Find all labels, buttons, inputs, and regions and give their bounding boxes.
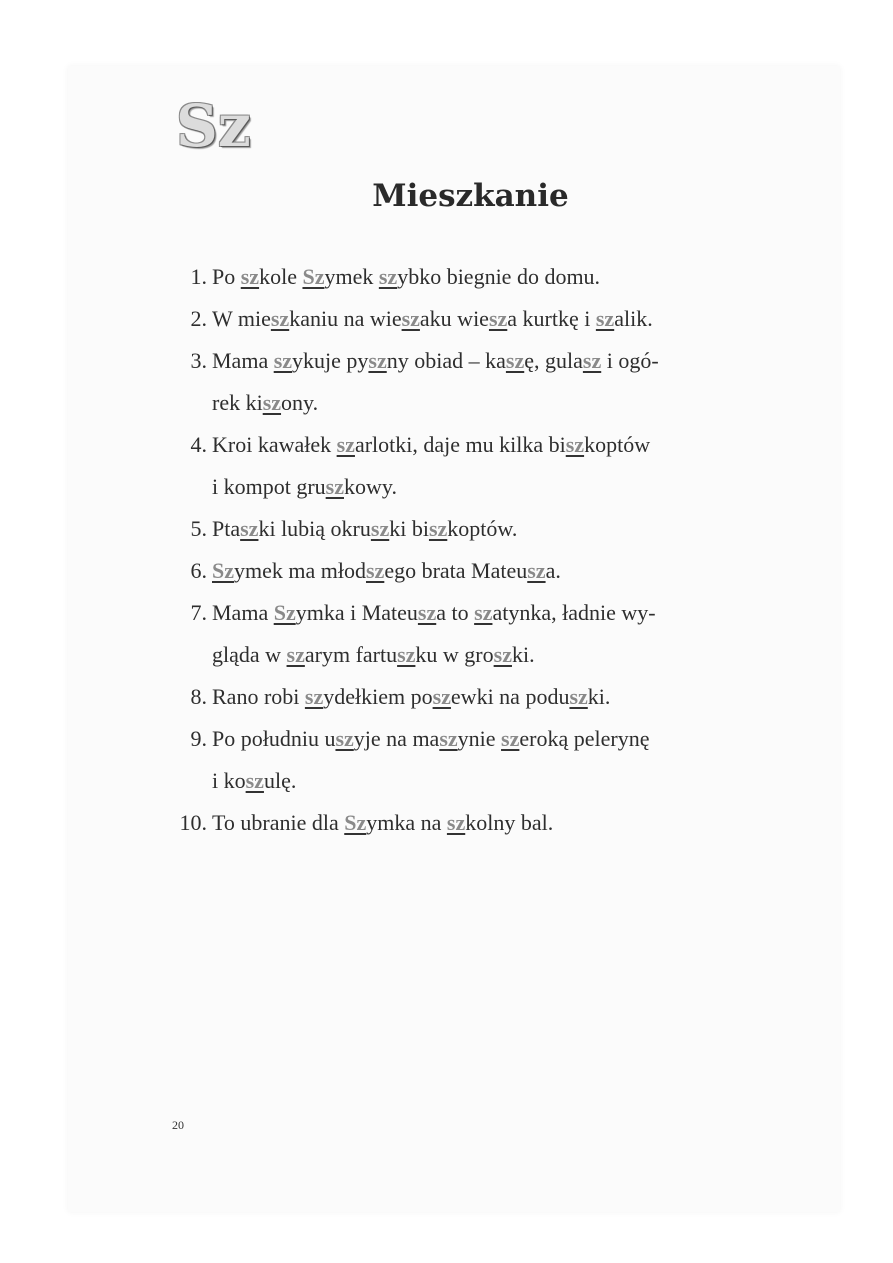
sz-highlight: sz [304, 684, 324, 709]
sentence-9 [160, 718, 780, 802]
sz-highlight: sz [270, 306, 290, 331]
sz-highlight: Sz [212, 558, 234, 583]
sentence-number: 4. [190, 432, 207, 457]
sentence-text: Szymek ma młodszego brata Mateusza. [212, 558, 561, 583]
sz-highlight: sz [505, 348, 525, 373]
sz-highlight: sz [527, 558, 546, 583]
sentence-number: 8. [190, 684, 207, 709]
letter-heading: Sz [176, 92, 251, 160]
sentence-text: W mieszkaniu na wieszaku wiesza kurtkę i szalik. [212, 306, 653, 331]
sentence-number: 10. [179, 810, 207, 835]
sentence-text: Po południu uszyje na maszynie szeroką pelerynę i koszulę. [212, 726, 650, 793]
sentence-10 [160, 802, 780, 844]
sz-highlight: sz [370, 516, 390, 541]
sentence-8 [160, 676, 780, 718]
sz-highlight: Sz [273, 600, 296, 625]
sz-highlight: sz [569, 684, 588, 709]
page-number: 20 [172, 1118, 184, 1132]
sz-highlight: sz [262, 390, 282, 415]
sentence-text: Mama szykuje pyszny obiad – kaszę, gulasz i ogó- rek kiszony. [212, 348, 659, 415]
sentence-number: 2. [190, 306, 207, 331]
sz-highlight: sz [565, 432, 585, 457]
sz-highlight: sz [582, 348, 602, 373]
sz-highlight: sz [245, 768, 264, 793]
sz-highlight: sz [240, 516, 259, 541]
sentence-7 [160, 592, 780, 676]
sz-highlight: sz [240, 264, 260, 289]
sz-highlight: sz [286, 642, 305, 667]
sentence-number: 1. [190, 264, 207, 289]
sentence-number: 6. [190, 558, 207, 583]
sz-highlight: sz [365, 558, 385, 583]
sz-highlight: sz [378, 264, 398, 289]
sentence-6 [160, 550, 780, 592]
sentence-text: To ubranie dla Szymka na szkolny bal. [212, 810, 554, 835]
sentence-number: 5. [190, 516, 207, 541]
sz-highlight: sz [493, 642, 512, 667]
sz-highlight: sz [488, 306, 508, 331]
sz-highlight: sz [273, 348, 293, 373]
sz-highlight: sz [401, 306, 420, 331]
sz-highlight: sz [428, 516, 448, 541]
sentence-text: Rano robi szydełkiem poszewki na poduszki. [212, 684, 611, 709]
sz-highlight: sz [439, 726, 458, 751]
sentence-number: 3. [190, 348, 207, 373]
sentence-1 [160, 256, 780, 298]
sentence-2 [160, 298, 780, 340]
sz-highlight: sz [446, 810, 466, 835]
sentence-3 [160, 340, 780, 424]
sentence-text: Mama Szymka i Mateusza to szatynka, ładnie wy- gląda w szarym fartuszku w groszki. [212, 600, 656, 667]
sentence-text: Kroi kawałek szarlotki, daje mu kilka biszkoptów i kompot gruszkowy. [212, 432, 651, 499]
sentence-number: 9. [190, 726, 207, 751]
sz-highlight: sz [325, 474, 344, 499]
sentence-number: 7. [190, 600, 207, 625]
sentence-list [160, 256, 780, 844]
sz-highlight: sz [397, 642, 416, 667]
sz-highlight: sz [368, 348, 387, 373]
sentence-text: Ptaszki lubią okruszki biszkoptów. [212, 516, 518, 541]
sz-highlight: sz [474, 600, 493, 625]
sz-highlight: sz [501, 726, 520, 751]
sentence-4 [160, 424, 780, 508]
sz-highlight: sz [335, 726, 354, 751]
sz-highlight: sz [336, 432, 355, 457]
page-title: Mieszkanie [372, 178, 569, 214]
sz-highlight: Sz [344, 810, 367, 835]
sz-highlight: sz [595, 306, 615, 331]
sz-highlight: Sz [302, 264, 325, 289]
sz-highlight: sz [417, 600, 437, 625]
sz-highlight: sz [432, 684, 451, 709]
sentence-text: Po szkole Szymek szybko biegnie do domu. [212, 264, 601, 289]
sentence-5 [160, 508, 780, 550]
